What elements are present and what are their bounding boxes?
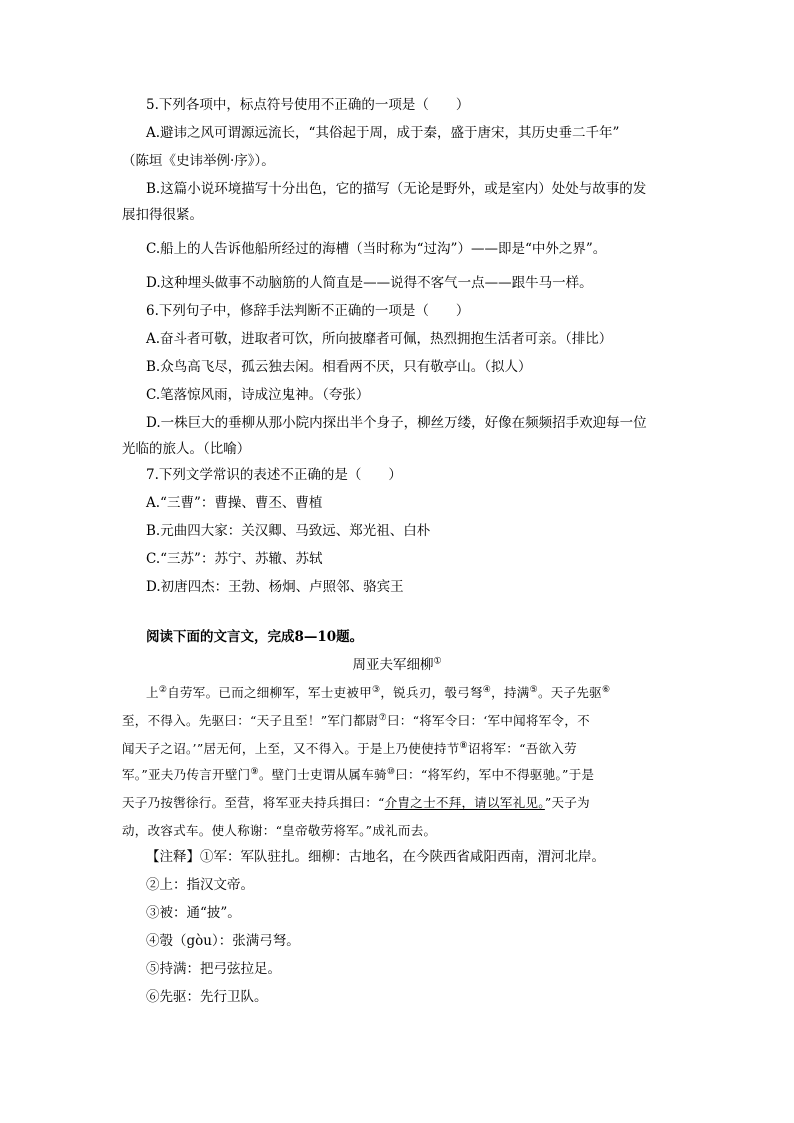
passage-line-4: 军。”亚夫乃传言开壁门⑨。壁门士吏谓从属车骑⑩曰：“将军约，军中不得驱驰。”于是 — [122, 766, 595, 782]
q5-stem: 5.下列各项中，标点符号使用不正确的一项是（ ） — [146, 97, 470, 113]
note-1: 【注释】①军：军队驻扎。细柳：古地名，在今陕西省咸阳西南，渭河北岸。 — [146, 849, 605, 865]
q5-option-a-line2: （陈垣《史讳举例·序》）。 — [122, 153, 275, 169]
q7-option-a: A.“三曹”：曹操、曹丕、曹植 — [146, 495, 323, 511]
passage-line-3: 闻天子之诏。’”居无何，上至，又不得入。于是上乃使使持节⑧诏将军：“吾欲入劳 — [122, 740, 577, 756]
q5-option-b-line1: B.这篇小说环境描写十分出色，它的描写（无论是野外，或是室内）处处与故事的发 — [146, 181, 647, 197]
q7-option-b: B.元曲四大家：关汉卿、马致远、郑光祖、白朴 — [146, 523, 431, 539]
q6-option-c: C.笔落惊风雨，诗成泣鬼神。（夸张） — [146, 387, 370, 403]
passage-line-5: 天子乃按辔徐行。至营，将军亚夫持兵揖曰：“介胄之士不拜，请以军礼见。”天子为 — [122, 795, 590, 810]
q6-option-b: B.众鸟高飞尽，孤云独去闲。相看两不厌，只有敬亭山。（拟人） — [146, 359, 532, 375]
q7-option-d: D.初唐四杰：王勃、杨炯、卢照邻、骆宾王 — [146, 579, 404, 595]
q5-option-c: C.船上的人告诉他船所经过的海槽（当时称为“过沟”）——即是“中外之界”。 — [146, 241, 607, 257]
note-4: ④彀（gòu）：张满弓弩。 — [146, 933, 300, 949]
note-5: ⑤持满：把弓弦拉足。 — [146, 961, 281, 977]
q6-option-a: A.奋斗者可敬，进取者可饮，所向披靡者可佩，热烈拥抱生活者可亲。（排比） — [146, 331, 613, 347]
q5-option-d: D.这种埋头做事不动脑筋的人简直是——说得不客气一点——跟牛马一样。 — [146, 275, 593, 291]
q7-option-c: C.“三苏”：苏宁、苏辙、苏轼 — [146, 551, 323, 567]
underlined-sentence: 介胄之士不拜，请以军礼见。 — [384, 795, 545, 810]
reading-instruction: 阅读下面的文言文，完成8—10题。 — [146, 629, 364, 645]
q6-option-d-line2: 光临的旅人。（比喻） — [122, 441, 251, 457]
note-6: ⑥先驱：先行卫队。 — [146, 989, 268, 1005]
passage-line-1: 上②自劳军。已而之细柳军，军士吏被甲③，锐兵刃，彀弓弩④，持满⑤。天子先驱⑥ — [146, 684, 611, 700]
footnote-marker: ① — [433, 656, 442, 667]
passage-line-2: 至，不得入。先驱曰：“天子且至！”军门都尉⑦曰：“将军令曰：‘军中闻将军令，不 — [122, 712, 590, 728]
q6-stem: 6.下列句子中，修辞手法判断不正确的一项是（ ） — [146, 303, 470, 319]
note-3: ③被：通“披”。 — [146, 905, 241, 921]
passage-line-6: 动，改容式车。使人称谢：“皇帝敬劳将军。”成礼而去。 — [122, 823, 437, 838]
passage-title: 周亚夫军细柳① — [352, 656, 442, 673]
q6-option-d-line1: D.一株巨大的垂柳从那小院内探出半个身子，柳丝万缕，好像在频频招手欢迎每一位 — [146, 415, 647, 431]
q5-option-a-line1: A.避讳之风可谓源远流长，“其俗起于周，成于秦，盛于唐宋，其历史垂二千年” — [146, 125, 620, 141]
q7-stem: 7.下列文学常识的表述不正确的是（ ） — [146, 467, 402, 483]
q5-option-b-line2: 展扣得很紧。 — [122, 207, 203, 223]
note-2: ②上：指汉文帝。 — [146, 877, 254, 893]
